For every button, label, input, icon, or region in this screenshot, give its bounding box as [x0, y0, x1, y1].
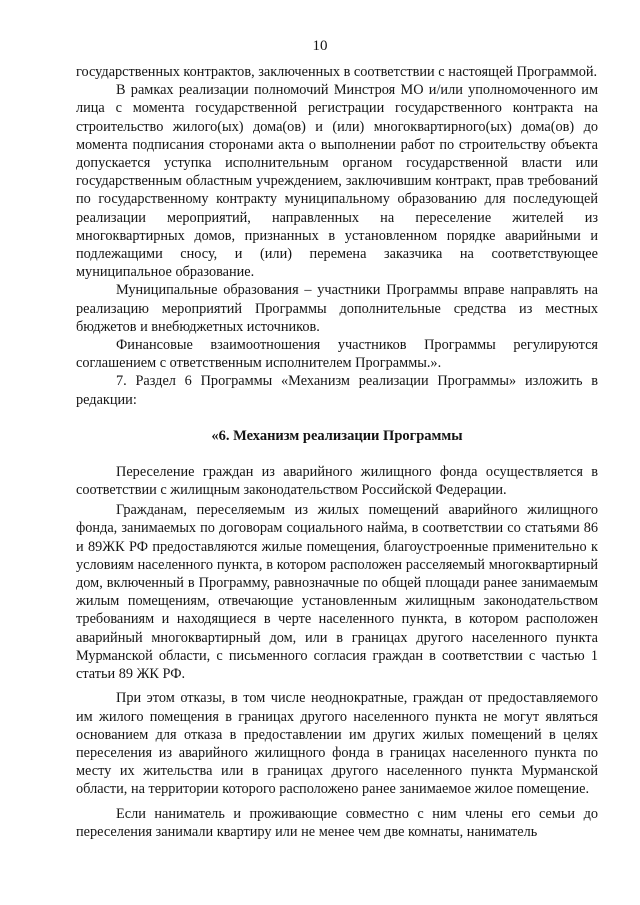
page-number: 10	[312, 38, 328, 54]
paragraph-housing-provision: Гражданам, переселяемым из жилых помещений аварийного жилищного фонда, занимаемых по договорам социального найма, в соответствии со статьями 86 и 89ЖК РФ предоставляются жилые помещения, благоустроенные применительно к условиям населенного пункта, в котором расположен расселяемый многоквартирный дом, включенный в Программу, равнозначные по общей площади ранее занимаемым жилым помещениям, отвечающие установленным жилищным законодательством требованиям и находящиеся в черте населенного пункта, в котором расположен аварийный многоквартирный дом, или в границах другого населенного пункта Мурманской области, с письменного согласия граждан в соответствии с частью 1 статьи 89 ЖК РФ.	[76, 502, 598, 683]
section-heading: «6. Механизм реализации Программы	[211, 427, 463, 444]
paragraph-section-amendment: 7. Раздел 6 Программы «Механизм реализации Программы» изложить в редакции:	[76, 373, 598, 408]
paragraph-assignment-rights: В рамках реализации полномочий Минстроя МО и/или уполномоченного им лица с момента государственной регистрации государственного контракта на строительство жилого(ых) дома(ов) и (или) многоквартирного(ых) дома(ов) до момента подписания сторонами акта о выполнении работ по строительству объекта допускается уступка исполнительным органом государственной власти или государственным областным учреждением, заключившим контракт, прав требований по государственному контракту муниципальному образованию для последующей реализации мероприятий, направленных на переселение жителей из многоквартирных домов, признанных в установленном порядке аварийными и подлежащими сносу, и (или) перемена заказчика на соответствующее муниципальное образование.	[76, 82, 598, 281]
paragraph-financial-relations: Финансовые взаимоотношения участников Программы регулируются соглашением с ответственным исполнителем Программы.».	[76, 337, 598, 372]
paragraph-resettlement-law: Переселение граждан из аварийного жилищного фонда осуществляется в соответствии с жилищным законодательством Российской Федерации.	[76, 463, 598, 499]
paragraph-tenant-rooms: Если наниматель и проживающие совместно с ним члены его семьи до переселения занимали квартиру или не менее чем две комнаты, наниматель	[76, 805, 598, 840]
document-body	[76, 63, 598, 841]
paragraph-continuation: государственных контрактов, заключенных в соответствии с настоящей Программой.	[76, 64, 598, 80]
paragraph-refusals: При этом отказы, в том числе неоднократные, граждан от предоставляемого им жилого помещения в границах другого населенного пункта не могут являться основанием для отказа в предоставлении им других жилых помещений в целях переселения из аварийного жилищного фонда в границах населенного пункта по месту их жительства или в границах другого населенного пункта Мурманской области, на территории которого расположено ранее занимаемое жилое помещение.	[76, 690, 598, 798]
paragraph-municipal-funding: Муниципальные образования – участники Программы вправе направлять на реализацию мероприятий Программы дополнительные средства из местных бюджетов и внебюджетных источников.	[76, 282, 598, 335]
